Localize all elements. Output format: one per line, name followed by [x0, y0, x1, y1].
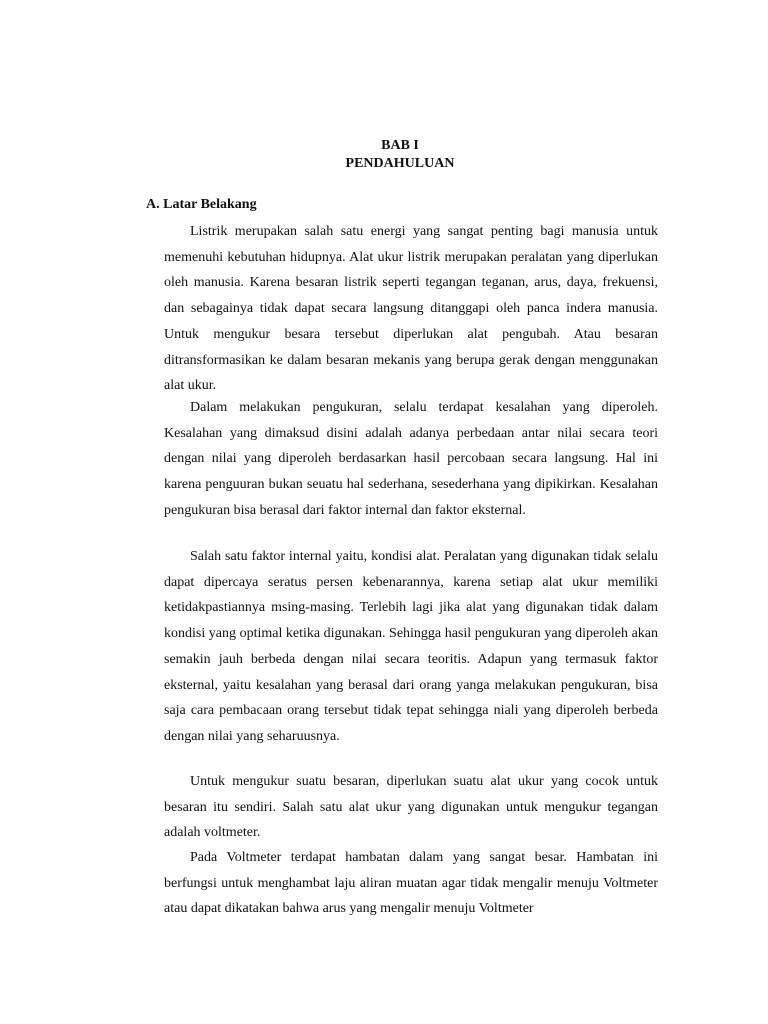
paragraph-2: Dalam melakukan pengukuran, selalu terdapat kesalahan yang diperoleh. Kesalahan yang dimaksud disini adalah adanya perbedaan antar nilai secara teori dengan nilai yang diperoleh berdasarkan hasil percobaan secara langsung. Hal ini karena penguuran bukan seuatu hal sederhana, sesederhana yang dipikirkan. Kesalahan pengukuran bisa berasal dari faktor internal dan faktor eksternal. — [164, 400, 658, 518]
section-heading: A. Latar Belakang — [146, 197, 257, 212]
paragraph-5: Pada Voltmeter terdapat hambatan dalam yang sangat besar. Hambatan ini berfungsi untuk menghambat laju aliran muatan agar tidak mengalir menuju Voltmeter atau dapat dikatakan bahwa arus yang mengalir menuju Voltmeter — [164, 850, 658, 917]
paragraph-3: Salah satu faktor internal yaitu, kondisi alat. Peralatan yang digunakan tidak selalu dapat dipercaya seratus persen kebenarannya, karena setiap alat ukur memiliki ketidakpastiannya msing-masing. Terlebih lagi jika alat yang digunakan tidak dalam kondisi yang optimal ketika digunakan. Sehingga hasil pengukuran yang diperoleh akan semakin jauh berbeda dengan nilai secara teoritis. Adapun yang termasuk faktor eksternal, yaitu kesalahan yang berasal dari orang yanga melakukan pengukuran, bisa saja cara pembacaan orang tersebut tidak tepat sehingga niali yang diperoleh berbeda dengan nilai yang seharuusnya. — [164, 549, 658, 744]
chapter-number: BAB I — [381, 138, 419, 153]
paragraph-1: Listrik merupakan salah satu energi yang sangat penting bagi manusia untuk memenuhi kebutuhan hidupnya. Alat ukur listrik merupakan peralatan yang diperlukan oleh manusia. Karena besaran listrik seperti tegangan teganan, arus, daya, frekuensi, dan sebagainya tidak dapat secara langsung ditanggapi oleh panca indera manusia. Untuk mengukur besara tersebut diperlukan alat pengubah. Atau besaran ditransformasikan ke dalam besaran mekanis yang berupa gerak dengan menggunakan alat ukur. — [164, 224, 658, 394]
paragraph-4: Untuk mengukur suatu besaran, diperlukan suatu alat ukur yang cocok untuk besaran itu sendiri. Salah satu alat ukur yang digunakan untuk mengukur tegangan adalah voltmeter. — [164, 774, 658, 841]
chapter-title: PENDAHULUAN — [345, 156, 455, 171]
